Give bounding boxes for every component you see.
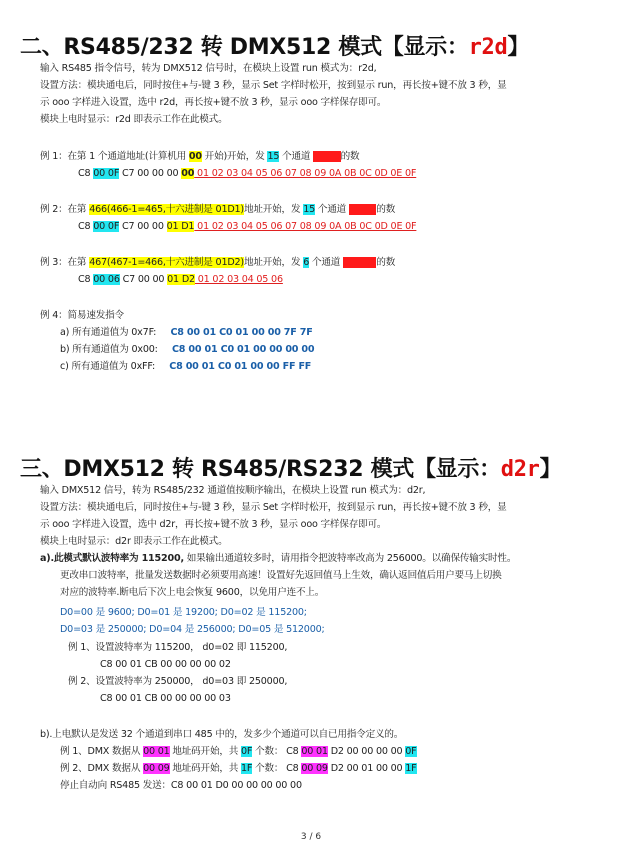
baud-example-1: 例 1、设置波特率为 115200， d0=02 即 115200,: [68, 642, 288, 653]
page-number: 3 / 6: [300, 832, 322, 842]
sec3-line-2: 设置方法：模块通电后，同时按住+与-键 3 秒，显示 Set 字样时松开，按到显示 run，再长按+键不放 3 秒，显: [40, 502, 507, 513]
baud-example-2-code: C8 00 01 CB 00 00 00 00 03: [100, 693, 231, 704]
example-4c: c) 所有通道值为 0xFF: C8 00 01 C0 01 00 00 FF FF: [60, 361, 312, 372]
example-1-code: C8 00 0F C7 00 00 00 00 01 02 03 04 05 06 07 08 09 0A 0B 0C 0D 0E 0F: [78, 168, 417, 179]
baud-note: a).此模式默认波特率为 115200, 如果输出通道较多时，请用指令把波特率改高为 256000。以确保传输实时性。: [40, 553, 517, 564]
channel-example-2: 例 2、DMX 数据从 00 09 地址码开始，共 1F 个数： C8 00 09 D2 00 01 00 00 1F: [60, 763, 417, 774]
sec3-line-1: 输入 DMX512 信号，转为 RS485/232 通道值按顺序输出，在模块上设置 run 模式为：d2r,: [40, 485, 426, 496]
sec3-line-4: 模块上电时显示：d2r 即表示工作在此模式。: [40, 536, 228, 547]
sec2-line-2: 设置方法：模块通电后，同时按住+与-键 3 秒，显示 Set 字样时松开，按到显示 run，再长按+键不放 3 秒，显: [40, 80, 507, 91]
example-3-code: C8 00 06 C7 00 00 01 D2 01 02 03 04 05 06: [78, 274, 283, 285]
example-3: 例 3：在第 467(467-1=466,十六进制是 01D2)地址开始，发 6 个通道 01---06的数: [40, 257, 396, 268]
baud-example-1-code: C8 00 01 CB 00 00 00 00 02: [100, 659, 231, 670]
example-1: 例 1：在第 1 个通道地址(计算机用 00 开始)开始，发 15 个通道 1---15的数: [40, 151, 360, 162]
example-4b: b) 所有通道值为 0x00: C8 00 01 C0 01 00 00 00 00: [60, 344, 315, 355]
channel-example-1: 例 1、DMX 数据从 00 01 地址码开始，共 0F 个数： C8 00 01 D2 00 00 00 00 0F: [60, 746, 417, 757]
example-4-title: 例 4：简易速发指令: [40, 310, 124, 321]
sec2-line-3: 示 ooo 字样进入设置，选中 r2d，再长按+键不放 3 秒，显示 ooo 字样保存即可。: [40, 97, 387, 108]
sec3-line-3: 示 ooo 字样进入设置，选中 d2r，再长按+键不放 3 秒，显示 ooo 字样保存即可。: [40, 519, 387, 530]
sec2-line-4: 模块上电时显示：r2d 即表示工作在此模式。: [40, 114, 228, 125]
example-2: 例 2：在第 466(466-1=465,十六进制是 01D1)地址开始，发 15 个通道 1---15的数: [40, 204, 396, 215]
baud-table-1: D0=00 是 9600; D0=01 是 19200; D0=02 是 115200;: [60, 607, 307, 618]
section2-title: 二、RS485/232 转 DMX512 模式【显示：r2d】: [20, 35, 530, 60]
baud-example-2: 例 2、设置波特率为 250000， d0=03 即 250000,: [68, 676, 288, 687]
example-2-code: C8 00 0F C7 00 00 01 D1 01 02 03 04 05 06 07 08 09 0A 0B 0C 0D 0E 0F: [78, 221, 417, 232]
section3-title: 三、DMX512 转 RS485/RS232 模式【显示：d2r】: [20, 457, 562, 482]
example-4a: a) 所有通道值为 0x7F: C8 00 01 C0 01 00 00 7F 7F: [60, 327, 313, 338]
stop-command: 停止自动向 RS485 发送：C8 00 01 D0 00 00 00 00 00: [60, 780, 302, 791]
baud-table-2: D0=03 是 250000; D0=04 是 256000; D0=05 是 512000;: [60, 624, 325, 635]
sec2-line-1: 输入 RS485 指令信号，转为 DMX512 信号时，在模块上设置 run 模式为：r2d,: [40, 63, 377, 74]
channel-note: b).上电默认是发送 32 个通道到串口 485 中的，发多少个通道可以自已用指令定义的。: [40, 729, 404, 740]
baud-note-2: 更改串口波特率，批量发送数据时必须要用高速！设置好先返回值马上生效，确认返回值后用户要马上切换: [60, 570, 502, 581]
baud-note-3: 对应的波特率.断电后下次上电会恢复 9600，以免用户连不上。: [60, 587, 325, 598]
